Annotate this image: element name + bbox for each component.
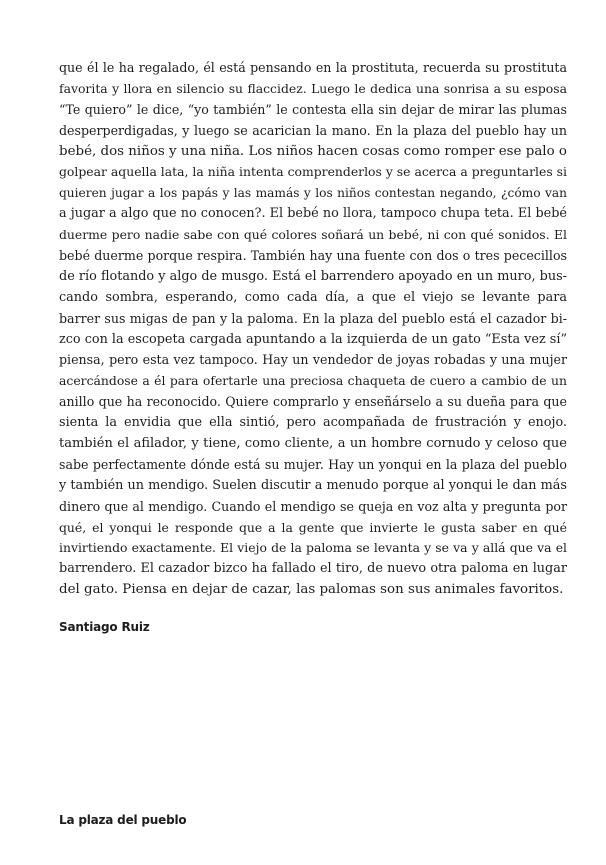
body-line: dinero que al mendigo. Cuando el mendigo se queja en voz alta y pregunta por bbox=[59, 498, 567, 514]
body-line: quieren jugar a los papás y las mamás y los niños contestan negando, ¿cómo van bbox=[59, 186, 567, 201]
body-line: qué, el yonqui le responde que a la gente que invierte le gusta saber en qué bbox=[59, 519, 567, 535]
body-line: bebé, dos niños y una niña. Los niños hacen cosas como romper ese palo o bbox=[59, 143, 567, 159]
body-line: que él le ha regalado, él está pensando en la prostituta, recuerda su prostituta bbox=[59, 60, 567, 75]
body-line: anillo que ha reconocido. Quiere comprarlo y enseñárselo a su dueña para que bbox=[59, 394, 567, 410]
body-line: y también un mendigo. Suelen discutir a menudo porque al yonqui le dan más bbox=[59, 477, 567, 493]
body-line: piensa, pero esta vez tampoco. Hay un vendedor de joyas robadas y una mujer bbox=[59, 352, 567, 368]
body-line: acercándose a él para ofertarle una preciosa chaqueta de cuero a cambio de un bbox=[59, 373, 567, 389]
body-line: golpear aquella lata, la niña intenta comprenderlos y se acerca a preguntarles si bbox=[59, 164, 567, 180]
body-line: favorita y llora en silencio su flaccidez. Luego le dedica una sonrisa a su esposa bbox=[59, 80, 567, 96]
author-name: Santiago Ruiz bbox=[59, 620, 150, 634]
body-line: sienta la envidia que ella sintió, pero acompañada de frustración y enojo. bbox=[59, 415, 567, 431]
body-line: “Te quiero” le dice, “yo también” le contesta ella sin dejar de mirar las plumas bbox=[59, 101, 567, 117]
body-line: de río flotando y algo de musgo. Está el barrendero apoyado en un muro, bus- bbox=[59, 268, 567, 284]
body-line: zco con la escopeta cargada apuntando a la izquierda de un gato “Esta vez sí” bbox=[59, 331, 567, 347]
body-line: invirtiendo exactamente. El viejo de la paloma se levanta y se va y allá que va el bbox=[59, 540, 567, 556]
body-line: barrendero. El cazador bizco ha fallado el tiro, de nuevo otra paloma en lugar bbox=[59, 561, 567, 577]
body-line: barrer sus migas de pan y la paloma. En la plaza del pueblo está el cazador bi- bbox=[59, 310, 567, 326]
story-body bbox=[59, 58, 567, 601]
footer-title: La plaza del pueblo bbox=[59, 813, 187, 827]
body-line: bebé duerme porque respira. También hay una fuente con dos o tres pececillos bbox=[59, 248, 567, 264]
body-line-last: del gato. Piensa en dejar de cazar, las palomas son sus animales favoritos. bbox=[59, 582, 564, 598]
body-line: también el afilador, y tiene, como cliente, a un hombre cornudo y celoso que bbox=[59, 436, 567, 452]
body-line: duerme pero nadie sabe con qué colores soñará un bebé, ni con qué sonidos. El bbox=[59, 227, 567, 243]
body-line: sabe perfectamente dónde está su mujer. Hay un yonqui en la plaza del pueblo bbox=[59, 456, 567, 472]
body-line: desperperdigadas, y luego se acarician la mano. En la plaza del pueblo hay un bbox=[59, 122, 567, 138]
body-line: cando sombra, esperando, como cada día, a que el viejo se levante para bbox=[59, 289, 567, 305]
body-line: a jugar a algo que no conocen?. El bebé no llora, tampoco chupa teta. El bebé bbox=[59, 206, 567, 222]
